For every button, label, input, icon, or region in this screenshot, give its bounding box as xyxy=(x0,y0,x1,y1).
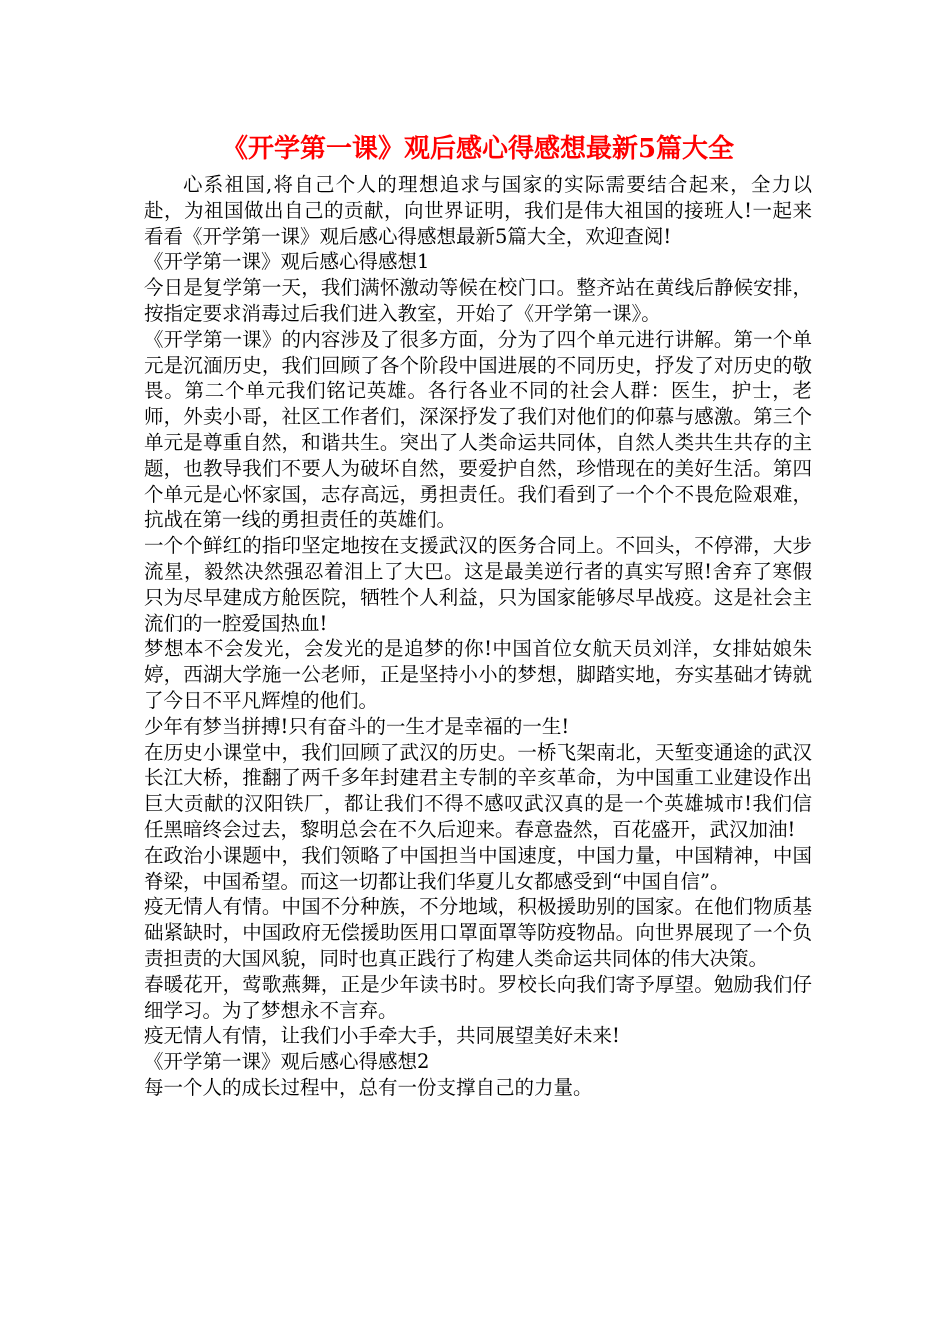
intro-paragraph: 心系祖国,将自己个人的理想追求与国家的实际需要结合起来，全力以赴，为祖国做出自己的贡献，向世界证明，我们是伟大祖国的接班人!一起来看看《开学第一课》观后感心得感想最新5篇大全，欢迎查阅! xyxy=(144,173,812,248)
body-paragraph: 疫无情人有情。中国不分种族，不分地域，积极援助别的国家。在他们物质基础紧缺时，中国政府无偿援助医用口罩面罩等防疫物品。向世界展现了一个负责担责的大国风貌，同时也真正践行了构建人类命运共同体的伟大决策。 xyxy=(144,895,812,970)
body-paragraph: 春暖花开，莺歌燕舞，正是少年读书时。罗校长向我们寄予厚望。勉励我们仔细学习。为了梦想永不言弃。 xyxy=(144,972,812,1022)
body-paragraph: 梦想本不会发光，会发光的是追梦的你!中国首位女航天员刘洋，女排姑娘朱婷，西湖大学施一公老师，正是坚持小小的梦想，脚踏实地，夯实基础才铸就了今日不平凡辉煌的他们。 xyxy=(144,637,812,712)
body-paragraph: 每一个人的成长过程中，总有一份支撑自己的力量。 xyxy=(144,1075,593,1099)
body-paragraph: 今日是复学第一天，我们满怀激动等候在校门口。整齐站在黄线后静候安排，按指定要求消毒过后我们进入教室，开始了《开学第一课》。 xyxy=(144,276,812,325)
document-title: 《开学第一课》观后感心得感想最新5篇大全 xyxy=(221,134,735,164)
section-heading-2: 《开学第一课》观后感心得感想2 xyxy=(144,1050,430,1074)
section-heading-1: 《开学第一课》观后感心得感想1 xyxy=(144,250,430,274)
body-paragraph: 《开学第一课》的内容涉及了很多方面，分为了四个单元进行讲解。第一个单元是沉湎历史，我们回顾了各个阶段中国进展的不同历史，抒发了对历史的敬畏。第二个单元我们铭记英雄。各行各业不同的社会人群：医生，护士，老师，外卖小哥，社区工作者们，深深抒发了我们对他们的仰慕与感激。第三个单元是尊重自然，和谐共生。突出了人类命运共同体，自然人类共生共存的主题，也教导我们不要人为破坏自然，要爱护自然，珍惜现在的美好生活。第四个单元是心怀家国，志存高远，勇担责任。我们看到了一个个不畏危险艰难，抗战在第一线的勇担责任的英雄们。 xyxy=(144,327,812,532)
body-paragraph: 疫无情人有情，让我们小手牵大手，共同展望美好未来! xyxy=(144,1024,620,1048)
body-paragraph: 一个个鲜红的指印坚定地按在支援武汉的医务合同上。不回头，不停滞，大步流星，毅然决然强忍着泪上了大巴。这是最美逆行者的真实写照!舍弃了寒假只为尽早建成方舱医院，牺牲个人利益，只为国家能够尽早战疫。这是社会主流们的一腔爱国热血! xyxy=(144,534,812,635)
body-paragraph: 在历史小课堂中，我们回顾了武汉的历史。一桥飞架南北，天堑变通途的武汉长江大桥，推翻了两千多年封建君主专制的辛亥革命，为中国重工业建设作出巨大贡献的汉阳铁厂，都让我们不得不感叹武汉真的是一个英雄城市!我们信任黑暗终会过去，黎明总会在不久后迎来。春意盎然，百花盛开，武汉加油! xyxy=(144,740,812,841)
body-paragraph: 少年有梦当拼搏!只有奋斗的一生才是幸福的一生! xyxy=(144,714,570,738)
document-page xyxy=(144,128,812,1101)
body-paragraph: 在政治小课题中，我们领略了中国担当中国速度，中国力量，中国精神，中国脊梁，中国希望。而这一切都让我们华夏儿女都感受到“中国自信”。 xyxy=(144,843,812,893)
